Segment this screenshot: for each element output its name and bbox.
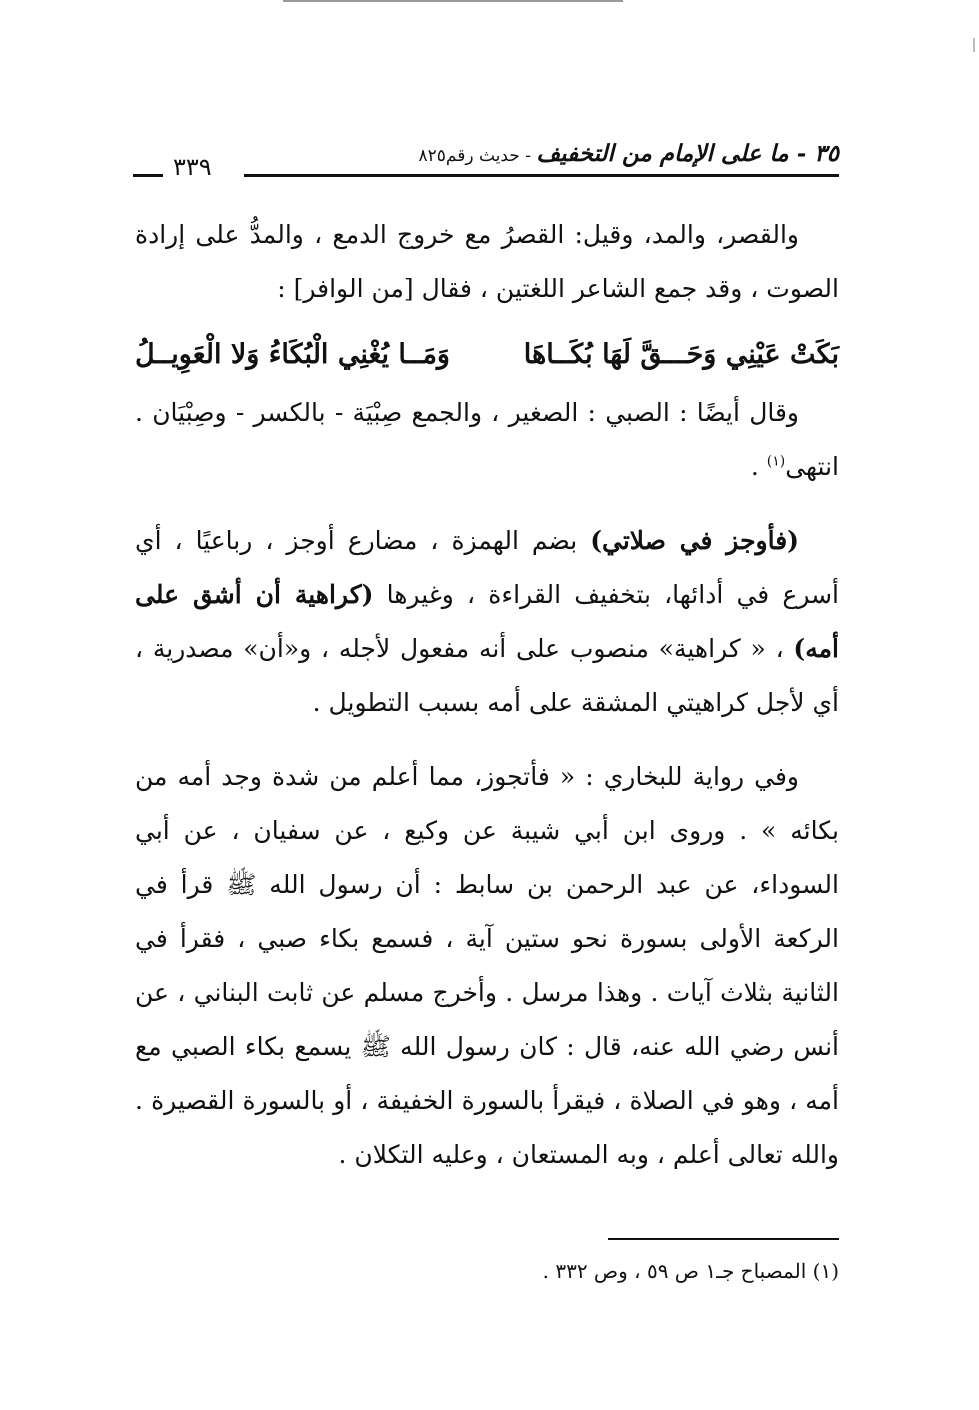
verse-second-hemistich: وَمَــا يُغْنِي الْبُكَاءُ وَلا الْعَوِيــلُ (135, 339, 450, 370)
header-title (419, 138, 840, 172)
paragraph-2 (135, 386, 839, 494)
main-text (135, 208, 839, 1182)
poetry-verse (135, 328, 839, 382)
footnote-reference: (١) (766, 453, 786, 470)
chapter-title: ٣٥ - ما على الإمام من التخفيف (536, 140, 839, 167)
hadith-number: - حديث رقم٨٢٥ (418, 146, 537, 166)
page-number-rule (133, 174, 163, 177)
running-header (133, 138, 839, 181)
top-scan-rule (283, 0, 623, 2)
quoted-phrase-1: (فأوجز في صلاتي) (590, 526, 799, 555)
page-number: ٣٣٩ (173, 153, 212, 181)
paragraph-3 (135, 514, 839, 730)
paragraph-2-text: وقال أيضًا : الصبي : الصغير ، والجمع صِبْيَة - بالكسر - وصِبْيَان . انتهى (135, 398, 839, 481)
paragraph-2-end: . (750, 452, 767, 481)
footnote: (١) المصباح جـ١ ص ٥٩ ، وص ٣٣٢ . (542, 1259, 839, 1283)
edge-scan-mark (973, 38, 975, 52)
quoted-phrase-2: (كراهية أن أشق على أمه) (135, 580, 839, 663)
paragraph-3-text-2: ، « كراهية» منصوب على أنه مفعول لأجله ، و«أن» مصدرية ، أي لأجل كراهيتي المشقة على أمه بسبب التطويل . (135, 634, 839, 717)
paragraph-4: وفي رواية للبخاري : « فأتجوز، مما أعلم من شدة وجد أمه من بكائه » . وروى ابن أبي شيبة عن وكيع ، عن سفيان ، عن أبي السوداء، عن عبد الرحمن بن سابط : أن رسول الله ﷺ قرأ في الركعة الأولى بسورة نحو ستين آية ، فسمع بكاء صبي ، فقرأ في الثانية بثلاث آيات . وهذا مرسل . وأخرج مسلم عن ثابت البناني ، عن أنس رضي الله عنه، قال : كان رسول الله ﷺ يسمع بكاء الصبي مع أمه ، وهو في الصلاة ، فيقرأ بالسورة الخفيفة ، أو بالسورة القصيرة . والله تعالى أعلم ، وبه المستعان ، وعليه التكلان . (135, 762, 839, 1169)
paragraph-3-text-1: بضم الهمزة ، مضارع أوجز ، رباعيًا ، أي أسرع في أدائها، بتخفيف القراءة ، وغيرها (135, 526, 840, 609)
header-rule (244, 174, 839, 177)
paragraph-1: والقصر، والمد، وقيل: القصرُ مع خروج الدمع ، والمدُّ على إرادة الصوت ، وقد جمع الشاعر اللغتين ، فقال [من الوافر] : (135, 220, 839, 303)
verse-first-hemistich: بَكَتْ عَيْنِي وَحَـــقَّ لَهَا بُكَــاهَا (523, 339, 839, 370)
footnote-rule (608, 1238, 839, 1240)
